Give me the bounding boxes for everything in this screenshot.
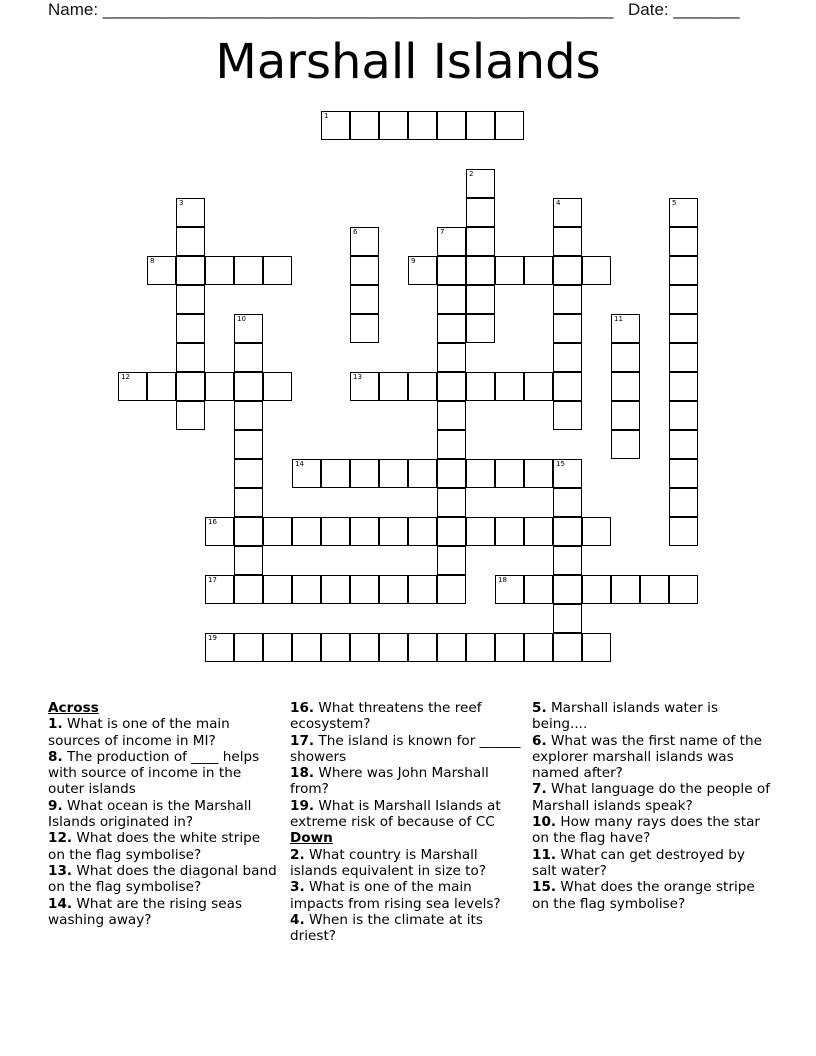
grid-cell[interactable] [611,401,640,430]
clue-text: What can get destroyed by salt water? [532,846,745,879]
grid-cell[interactable] [553,401,582,430]
grid-cell[interactable] [350,285,379,314]
clue-text: What does the orange stripe on the flag symbolise? [532,879,755,912]
down-heading: Down [290,830,333,847]
grid-cell[interactable] [350,111,379,140]
grid-cell[interactable] [176,198,205,227]
grid-cell[interactable] [234,372,263,401]
clue-number: 12. [48,830,73,847]
grid-cell[interactable] [553,285,582,314]
grid-cell[interactable] [118,372,147,401]
grid-cell[interactable] [669,575,698,604]
grid-cell[interactable] [263,633,292,662]
clue-number: 11 [614,315,623,323]
grid-cell[interactable] [205,633,234,662]
grid-cell[interactable] [205,372,234,401]
grid-cell[interactable] [408,256,437,285]
grid-cell[interactable] [321,111,350,140]
clue-number: 16. [290,700,315,716]
grid-cell[interactable] [466,459,495,488]
grid-cell[interactable] [437,488,466,517]
clue-number: 15. [532,879,557,896]
grid-cell[interactable] [466,285,495,314]
grid-cell[interactable] [466,111,495,140]
grid-cell[interactable] [437,256,466,285]
grid-cell[interactable] [350,372,379,401]
grid-cell[interactable] [495,256,524,285]
grid-cell[interactable] [350,575,379,604]
clue-number: 4 [556,199,561,207]
clue [290,847,522,880]
grid-cell[interactable] [582,633,611,662]
clue-text: The production of ____ helps with source of income in the outer islands [48,748,260,798]
clue-number: 13. [48,862,73,879]
clue-number: 6 [353,228,358,236]
grid-cell[interactable] [553,343,582,372]
clue [290,879,522,912]
grid-cell[interactable] [263,517,292,546]
grid-cell[interactable] [437,517,466,546]
clue-text: Marshall islands water is being.... [532,700,719,733]
grid-cell[interactable] [147,372,176,401]
grid-cell[interactable] [669,401,698,430]
grid-cell[interactable] [582,575,611,604]
grid-cell[interactable] [437,343,466,372]
clue-text: What threatens the reef ecosystem? [290,700,482,733]
grid-cell[interactable] [553,227,582,256]
grid-cell[interactable] [466,633,495,662]
grid-cell[interactable] [408,111,437,140]
grid-cell[interactable] [176,314,205,343]
grid-cell[interactable] [321,459,350,488]
clue [48,716,278,749]
grid-cell[interactable] [466,227,495,256]
grid-cell[interactable] [350,314,379,343]
clue-number: 8 [150,257,155,265]
grid-cell[interactable] [350,227,379,256]
grid-cell[interactable] [350,517,379,546]
clue [532,847,772,880]
grid-cell[interactable] [669,459,698,488]
grid-cell[interactable] [176,343,205,372]
page-title: Marshall Islands [215,34,601,90]
clue [290,700,522,733]
grid-cell[interactable] [379,459,408,488]
grid-cell[interactable] [553,575,582,604]
grid-cell[interactable] [611,430,640,459]
grid-cell[interactable] [437,546,466,575]
grid-cell[interactable] [234,488,263,517]
clue-text: What language do the people of Marshall islands speak? [532,781,770,814]
grid-cell[interactable] [669,256,698,285]
clue-number: 2. [290,846,305,863]
clue-number: 17 [208,576,217,584]
clue-number: 16 [208,518,217,526]
grid-cell[interactable] [524,372,553,401]
grid-cell[interactable] [437,227,466,256]
clue-number: 4. [290,911,305,928]
grid-cell[interactable] [234,401,263,430]
grid-cell[interactable] [524,517,553,546]
grid-cell[interactable] [147,256,176,285]
clue [290,765,522,798]
grid-cell[interactable] [466,372,495,401]
clue-number: 5 [672,199,677,207]
clue [290,733,522,766]
clue-number: 2 [469,170,474,178]
grid-cell[interactable] [321,517,350,546]
grid-cell[interactable] [524,633,553,662]
grid-cell[interactable] [379,517,408,546]
clue-text: When is the climate at its driest? [290,911,483,945]
grid-cell[interactable] [524,459,553,488]
grid-cell[interactable] [176,372,205,401]
clues-column-1 [48,700,278,928]
grid-cell[interactable] [350,633,379,662]
grid-cell[interactable] [437,401,466,430]
grid-cell[interactable] [292,633,321,662]
clues-column-2 [290,700,522,944]
clue-number: 18 [498,576,507,584]
down-clue-list-continued [532,700,772,912]
grid-cell[interactable] [234,343,263,372]
grid-cell[interactable] [611,343,640,372]
grid-cell[interactable] [263,575,292,604]
clue-text: What are the rising seas washing away? [48,895,243,928]
grid-cell[interactable] [176,227,205,256]
clue-number: 19. [290,797,315,814]
grid-cell[interactable] [524,575,553,604]
grid-cell[interactable] [553,517,582,546]
grid-cell[interactable] [234,459,263,488]
grid-cell[interactable] [553,604,582,633]
clue [532,781,772,814]
grid-cell[interactable] [234,430,263,459]
clue-text: Where was John Marshall from? [290,765,489,798]
grid-cell[interactable] [350,459,379,488]
grid-cell[interactable] [669,430,698,459]
clue-text: What is one of the main impacts from rising sea levels? [290,879,501,912]
grid-cell[interactable] [437,459,466,488]
grid-cell[interactable] [234,633,263,662]
grid-cell[interactable] [408,372,437,401]
grid-cell[interactable] [553,459,582,488]
grid-cell[interactable] [553,256,582,285]
grid-cell[interactable] [495,575,524,604]
grid-cell[interactable] [466,256,495,285]
clue [290,798,522,831]
grid-cell[interactable] [408,633,437,662]
grid-cell[interactable] [437,575,466,604]
grid-cell[interactable] [582,256,611,285]
clue-number: 7. [532,781,547,798]
grid-cell[interactable] [379,111,408,140]
grid-cell[interactable] [437,372,466,401]
grid-cell[interactable] [379,633,408,662]
grid-cell[interactable] [669,343,698,372]
clue [48,863,278,896]
grid-cell[interactable] [669,227,698,256]
clue-text: What is one of the main sources of income in MI? [48,716,230,749]
clue-number: 6. [532,732,547,749]
grid-cell[interactable] [495,459,524,488]
grid-cell[interactable] [553,488,582,517]
down-clue-list [290,847,522,945]
clue-number: 14 [295,460,304,468]
grid-cell[interactable] [611,314,640,343]
grid-cell[interactable] [437,314,466,343]
clue [532,700,772,733]
grid-cell[interactable] [553,372,582,401]
clue [48,896,278,929]
clue-text: What is Marshall Islands at extreme risk of because of CC [290,797,501,831]
clue-number: 3. [290,879,305,896]
date-field[interactable]: Date: _______ [628,0,740,19]
clue-number: 10 [237,315,246,323]
clue-number: 12 [121,373,130,381]
grid-cell[interactable] [292,517,321,546]
grid-cell[interactable] [437,111,466,140]
grid-cell[interactable] [437,285,466,314]
grid-cell[interactable] [553,314,582,343]
clue-text: What ocean is the Marshall Islands originated in? [48,797,252,831]
grid-cell[interactable] [205,575,234,604]
grid-cell[interactable] [669,488,698,517]
clue-number: 7 [440,228,445,236]
grid-cell[interactable] [292,575,321,604]
clue-text: What was the first name of the explorer marshall islands was named after? [532,732,762,782]
clue [48,749,278,798]
grid-cell[interactable] [437,430,466,459]
grid-cell[interactable] [437,633,466,662]
grid-cell[interactable] [669,314,698,343]
grid-cell[interactable] [292,459,321,488]
grid-cell[interactable] [640,575,669,604]
name-field[interactable]: Name: ______________________________________________________ [48,0,614,19]
grid-cell[interactable] [669,517,698,546]
grid-cell[interactable] [466,198,495,227]
clue-text: What country is Marshall islands equivalent in size to? [290,846,487,879]
grid-cell[interactable] [234,517,263,546]
clue-number: 10. [532,814,557,831]
grid-cell[interactable] [263,256,292,285]
clue-number: 11. [532,846,557,863]
grid-cell[interactable] [234,546,263,575]
clue-number: 1 [324,112,329,120]
grid-cell[interactable] [611,575,640,604]
clue-number: 15 [556,460,565,468]
grid-cell[interactable] [495,111,524,140]
clue-text: The island is known for ______ showers [290,732,521,765]
clue-text: What does the diagonal band on the flag symbolise? [48,862,277,896]
clue-text: What does the white stripe on the flag symbolise? [48,830,261,863]
clue-number: 13 [353,373,362,381]
clue-number: 17. [290,732,315,749]
grid-cell[interactable] [466,314,495,343]
grid-cell[interactable] [350,256,379,285]
grid-cell[interactable] [205,256,234,285]
across-heading: Across [48,700,99,716]
grid-cell[interactable] [408,517,437,546]
clue-number: 8. [48,748,63,765]
grid-cell[interactable] [205,517,234,546]
grid-cell[interactable] [379,372,408,401]
clue [48,830,278,863]
grid-cell[interactable] [379,575,408,604]
grid-cell[interactable] [495,633,524,662]
clue-text: How many rays does the star on the flag have? [532,814,760,847]
grid-cell[interactable] [234,256,263,285]
grid-cell[interactable] [466,169,495,198]
grid-cell[interactable] [234,575,263,604]
clue-number: 9 [411,257,416,265]
clue-number: 18. [290,765,315,782]
grid-cell[interactable] [176,401,205,430]
grid-cell[interactable] [263,372,292,401]
clue-number: 3 [179,199,184,207]
grid-cell[interactable] [176,256,205,285]
grid-cell[interactable] [495,372,524,401]
clues-column-3 [532,700,772,912]
clue-number: 1. [48,716,63,733]
clue [532,733,772,782]
grid-cell[interactable] [321,633,350,662]
grid-cell[interactable] [582,517,611,546]
across-clue-list-continued [290,700,522,830]
grid-cell[interactable] [408,575,437,604]
grid-cell[interactable] [669,285,698,314]
grid-cell[interactable] [553,546,582,575]
grid-cell[interactable] [466,517,495,546]
grid-cell[interactable] [524,256,553,285]
grid-cell[interactable] [669,198,698,227]
grid-cell[interactable] [553,633,582,662]
clue-number: 14. [48,895,73,912]
clue [532,879,772,912]
grid-cell[interactable] [495,517,524,546]
clue [290,912,522,945]
clue [532,814,772,847]
grid-cell[interactable] [408,459,437,488]
grid-cell[interactable] [611,372,640,401]
clue-number: 19 [208,634,217,642]
grid-cell[interactable] [669,372,698,401]
across-clue-list [48,716,278,928]
clue [48,798,278,831]
grid-cell[interactable] [176,285,205,314]
grid-cell[interactable] [553,198,582,227]
grid-cell[interactable] [321,575,350,604]
clue-number: 9. [48,797,63,814]
grid-cell[interactable] [234,314,263,343]
clue-number: 5. [532,700,547,716]
